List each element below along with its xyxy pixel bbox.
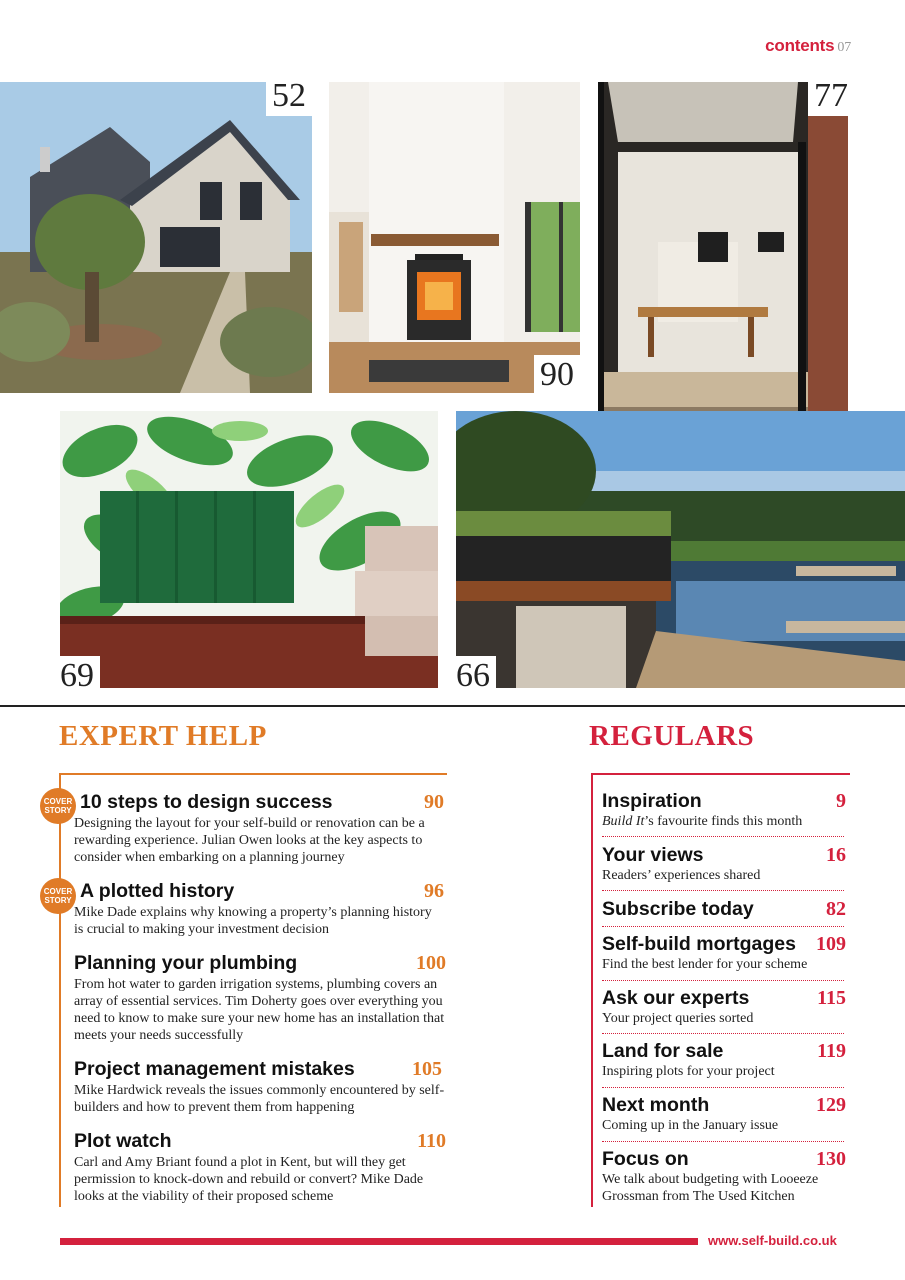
page-number: 07 — [837, 40, 851, 55]
item-desc: Readers’ experiences shared — [602, 868, 761, 883]
pond-image — [456, 411, 905, 688]
item-title: Self-build mortgages — [602, 933, 796, 955]
cover-story-badge — [40, 788, 76, 824]
photo-stove[interactable] — [329, 82, 580, 393]
badge-line: COVER — [43, 797, 73, 806]
regular-item-experts[interactable] — [602, 986, 846, 1027]
item-desc: We talk about budgeting with Looeeze Grossman from The Used Kitchen — [602, 1172, 819, 1204]
regular-item-inspiration[interactable] — [602, 789, 846, 830]
item-title: Focus on — [602, 1148, 689, 1170]
item-page: 119 — [817, 1040, 846, 1062]
divider — [602, 980, 844, 981]
section-label: contents — [765, 36, 835, 55]
photo-page-66: 66 — [450, 656, 496, 696]
footer-url[interactable]: www.self-build.co.uk — [708, 1233, 837, 1248]
item-title: Planning your plumbing — [74, 952, 298, 974]
page-header — [765, 36, 851, 56]
photo-page-69: 69 — [54, 656, 100, 696]
cover-story-badge — [40, 878, 76, 914]
footer-bar — [60, 1238, 698, 1245]
regular-item-your-views[interactable] — [602, 843, 846, 884]
item-title: A plotted history — [80, 880, 235, 902]
extension-image — [598, 82, 848, 437]
divider — [602, 1141, 844, 1142]
house-image — [0, 82, 312, 393]
item-title: Inspiration — [602, 790, 702, 812]
item-page: 110 — [417, 1130, 446, 1152]
expert-item-plumbing[interactable] — [74, 951, 446, 1044]
photo-pond[interactable] — [456, 411, 905, 688]
item-page: 100 — [416, 952, 446, 974]
item-page: 129 — [816, 1094, 846, 1116]
badge-line: STORY — [44, 806, 72, 815]
item-desc: Your project queries sorted — [602, 1011, 754, 1026]
badge-line: STORY — [44, 896, 72, 905]
divider — [602, 890, 844, 891]
item-title: Subscribe today — [602, 898, 754, 920]
radiator-image — [60, 411, 438, 688]
item-desc: Carl and Amy Briant found a plot in Kent, but will they get permission to knock-down and rebuild or convert? Mike Dade looks at the viability of their proposed scheme — [74, 1155, 424, 1204]
item-title: Next month — [602, 1094, 710, 1116]
expert-item-project[interactable] — [74, 1057, 446, 1116]
expert-help-title: EXPERT HELP — [59, 720, 267, 752]
item-page: 130 — [816, 1148, 846, 1170]
item-page: 90 — [424, 791, 444, 813]
item-title: Project management mistakes — [74, 1058, 355, 1080]
item-desc: Coming up in the January issue — [602, 1118, 779, 1133]
regular-item-subscribe[interactable] — [602, 897, 846, 921]
item-page: 82 — [826, 898, 846, 920]
item-desc: Mike Dade explains why knowing a property’s planning history is crucial to making your investment decision — [74, 905, 432, 937]
badge-line: COVER — [43, 887, 73, 896]
item-page: 109 — [816, 933, 846, 955]
item-desc-italic: Build It — [602, 814, 645, 829]
item-title: 10 steps to design success — [80, 791, 333, 813]
item-desc: From hot water to garden irrigation systems, plumbing covers an array of essential services. Tim Doherty goes over everything you need to know to make sure your new home has an installation that meets your needs successfully — [74, 977, 445, 1043]
expert-item-design[interactable] — [74, 790, 444, 866]
item-title: Plot watch — [74, 1130, 172, 1152]
regular-item-focus[interactable] — [602, 1147, 846, 1205]
item-title: Ask our experts — [602, 987, 750, 1009]
item-page: 16 — [826, 844, 846, 866]
regular-item-land[interactable] — [602, 1039, 846, 1080]
item-desc: Find the best lender for your scheme — [602, 957, 808, 972]
item-desc: Mike Hardwick reveals the issues commonly encountered by self-builders and how to prevent them from happening — [74, 1083, 445, 1115]
divider — [602, 1087, 844, 1088]
item-title: Your views — [602, 844, 704, 866]
item-desc: Designing the layout for your self-build or renovation can be a rewarding experience. Julian Owen looks at the key aspects to consider when embarking on a planning journey — [74, 816, 425, 865]
divider — [602, 926, 844, 927]
regular-item-mortgages[interactable] — [602, 932, 846, 973]
stove-image — [329, 82, 580, 393]
photo-page-90: 90 — [534, 355, 580, 395]
photo-extension[interactable] — [598, 82, 848, 437]
expert-item-history[interactable] — [74, 879, 444, 938]
item-desc — [602, 813, 846, 830]
divider — [602, 836, 844, 837]
item-page: 115 — [817, 987, 846, 1009]
photo-page-52: 52 — [266, 76, 312, 116]
item-page: 9 — [836, 790, 846, 812]
section-divider — [0, 705, 905, 707]
expert-item-plot-watch[interactable] — [74, 1129, 446, 1205]
regular-item-next-month[interactable] — [602, 1093, 846, 1134]
item-page: 96 — [424, 880, 444, 902]
item-page: 105 — [412, 1058, 442, 1080]
photo-page-77: 77 — [808, 76, 854, 116]
photo-house[interactable] — [0, 82, 312, 393]
item-desc-rest: ’s favourite finds this month — [644, 814, 803, 829]
item-title: Land for sale — [602, 1040, 724, 1062]
item-desc: Inspiring plots for your project — [602, 1064, 775, 1079]
photo-radiator[interactable] — [60, 411, 438, 688]
regulars-title: REGULARS — [589, 720, 755, 752]
divider — [602, 1033, 844, 1034]
